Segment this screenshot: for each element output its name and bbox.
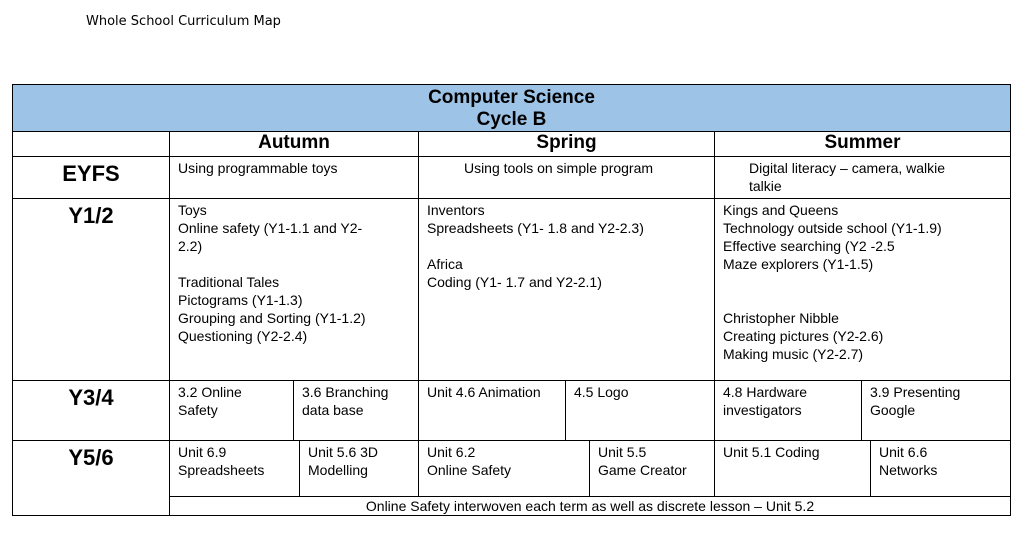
y56-summer-unit [870,440,1011,497]
cell-line: Google [870,402,916,418]
list-item: Making music (Y2-2.7) [723,346,864,362]
eyfs-summer [714,156,1011,199]
corner-cell [12,131,170,157]
list-item: Africa [427,256,463,272]
y12-spring [418,198,715,381]
cell-line: data base [302,402,364,418]
y56-autumn-unit [299,440,419,497]
cell-line: Unit 6.6 [879,444,928,460]
list-item: Coding (Y1- 1.7 and Y2-2.1) [427,274,602,290]
curriculum-table [12,84,1011,516]
y34-summer-unit [861,380,1011,441]
cell-line: Unit 5.5 [598,444,647,460]
cell-line: Safety [178,402,218,418]
list-item: Traditional Tales [178,274,280,290]
list-item: Effective searching (Y2 -2.5 [723,238,895,254]
row-label-y12: Y1/2 [12,198,170,381]
cell-line: investigators [723,402,802,418]
list-item: Technology outside school (Y1-1.9) [723,220,942,236]
cycle-title: Cycle B [476,109,547,130]
list-item: Kings and Queens [723,202,839,218]
y56-spring-unit [589,440,715,497]
term-summer: Summer [714,131,1011,157]
row-label-eyfs: EYFS [12,156,170,199]
list-item: Pictograms (Y1-1.3) [178,292,303,308]
eyfs-spring: Using tools on simple program [418,156,715,199]
eyfs-summer-line: talkie [749,178,782,194]
list-item: Toys [178,202,207,218]
term-autumn: Autumn [169,131,419,157]
cell-line: 3.6 Branching [302,384,389,400]
list-item: Grouping and Sorting (Y1-1.2) [178,310,366,326]
cell-line: Unit 6.9 [178,444,227,460]
table-header [12,84,1011,132]
y34-spring-unit: Unit 4.6 Animation [418,380,566,441]
subject-title: Computer Science [428,87,595,108]
y34-summer-unit [714,380,862,441]
y56-summer-unit: Unit 5.1 Coding [714,440,871,497]
list-item: 2.2) [178,238,203,254]
term-spring: Spring [418,131,715,157]
cell-line: 3.2 Online [178,384,242,400]
cell-line: 3.9 Presenting [870,384,961,400]
list-item: Creating pictures (Y2-2.6) [723,328,884,344]
row-label-y56: Y5/6 [12,440,170,516]
list-item: Maze explorers (Y1-1.5) [723,256,874,272]
cell-line: Game Creator [598,462,687,478]
list-item: Questioning (Y2-2.4) [178,328,308,344]
y34-autumn-unit [169,380,294,441]
y56-spring-unit [418,440,590,497]
cell-line: Modelling [308,462,368,478]
cell-line: Online Safety [427,462,512,478]
list-item: Christopher Nibble [723,310,839,326]
list-item: Online safety (Y1-1.1 and Y2- [178,220,363,236]
list-item: Spreadsheets (Y1- 1.8 and Y2-2.3) [427,220,644,236]
y12-summer [714,198,1011,381]
document-title: Whole School Curriculum Map [86,14,281,29]
y56-autumn-unit [169,440,300,497]
eyfs-autumn: Using programmable toys [169,156,419,199]
y34-spring-unit: 4.5 Logo [565,380,715,441]
footer-note: Online Safety interwoven each term as well as discrete lesson – Unit 5.2 [169,496,1011,516]
cell-line: Networks [879,462,938,478]
cell-line: Unit 5.6 3D [308,444,379,460]
list-item: Inventors [427,202,485,218]
row-label-y34: Y3/4 [12,380,170,441]
cell-line: 4.8 Hardware [723,384,808,400]
eyfs-summer-line: Digital literacy – camera, walkie [749,160,946,176]
cell-line: Unit 6.2 [427,444,476,460]
y34-autumn-unit [293,380,419,441]
y12-autumn [169,198,419,381]
cell-line: Spreadsheets [178,462,265,478]
